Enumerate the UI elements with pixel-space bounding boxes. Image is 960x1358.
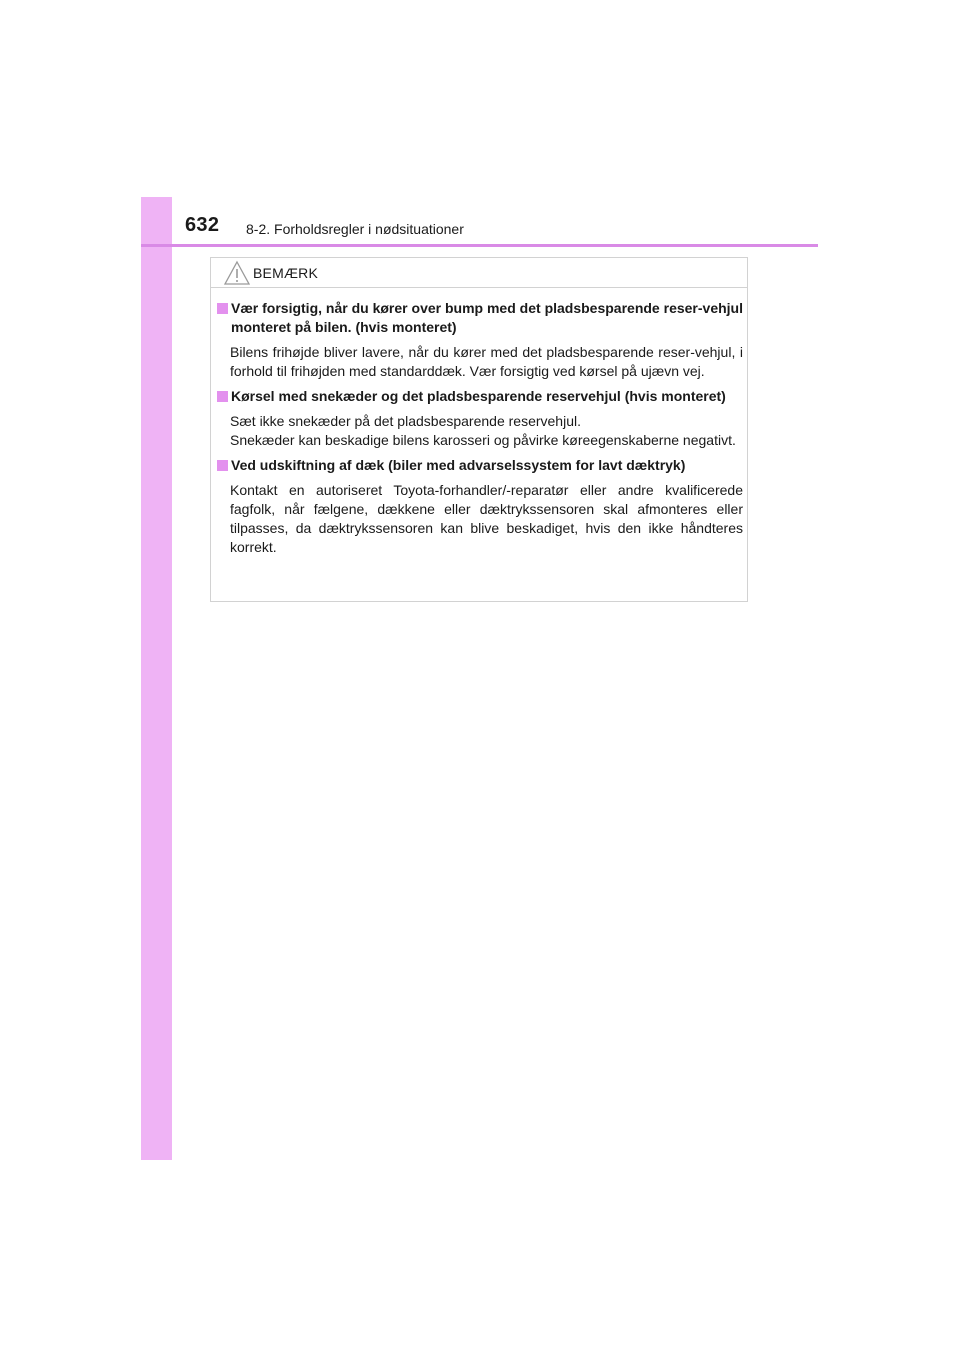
square-bullet-icon bbox=[217, 303, 228, 314]
notice-item-text: Kontakt en autoriseret Toyota-forhandler/-reparatør eller andre kvalificerede fagfolk, når fælgene, dækkene eller dæktrykssensoren skal afmonteres eller tilpasses, da dæktrykssensoren kan blive beskadiget, hvis den ikke håndteres korrekt. bbox=[230, 482, 743, 555]
notice-item-heading: Ved udskiftning af dæk (biler med advarselssystem for lavt dæktryk) bbox=[231, 457, 686, 473]
notice-item-tire-replacement bbox=[217, 456, 743, 557]
square-bullet-icon bbox=[217, 391, 228, 402]
notice-header bbox=[211, 258, 747, 288]
chapter-side-tab bbox=[141, 197, 172, 1160]
notice-label: BEMÆRK bbox=[253, 265, 318, 281]
section-title: 8-2. Forholdsregler i nødsituationer bbox=[246, 221, 464, 237]
notice-item-heading: Kørsel med snekæder og det pladsbesparende reservehjul (hvis monteret) bbox=[231, 388, 726, 404]
notice-item-text: Sæt ikke snekæder på det pladsbesparende reservehjul. bbox=[230, 413, 581, 429]
notice-box bbox=[210, 257, 748, 602]
notice-body bbox=[217, 299, 743, 563]
notice-item-snow-chains bbox=[217, 387, 743, 450]
square-bullet-icon bbox=[217, 460, 228, 471]
warning-triangle-icon bbox=[223, 260, 251, 286]
page-number: 632 bbox=[185, 214, 220, 236]
notice-item-text: Bilens frihøjde bliver lavere, når du kører med det pladsbesparende reser-vehjul, i forhold til frihøjden med standarddæk. Vær forsigtig ved kørsel på ujævn vej. bbox=[230, 344, 743, 379]
header-divider bbox=[141, 244, 818, 247]
notice-item-bump bbox=[217, 299, 743, 381]
notice-item-heading: Vær forsigtig, når du kører over bump med det pladsbesparende reser-vehjul monteret på bilen. (hvis monteret) bbox=[231, 300, 743, 335]
notice-item-text: Snekæder kan beskadige bilens karosseri og påvirke køreegenskaberne negativt. bbox=[230, 432, 736, 448]
